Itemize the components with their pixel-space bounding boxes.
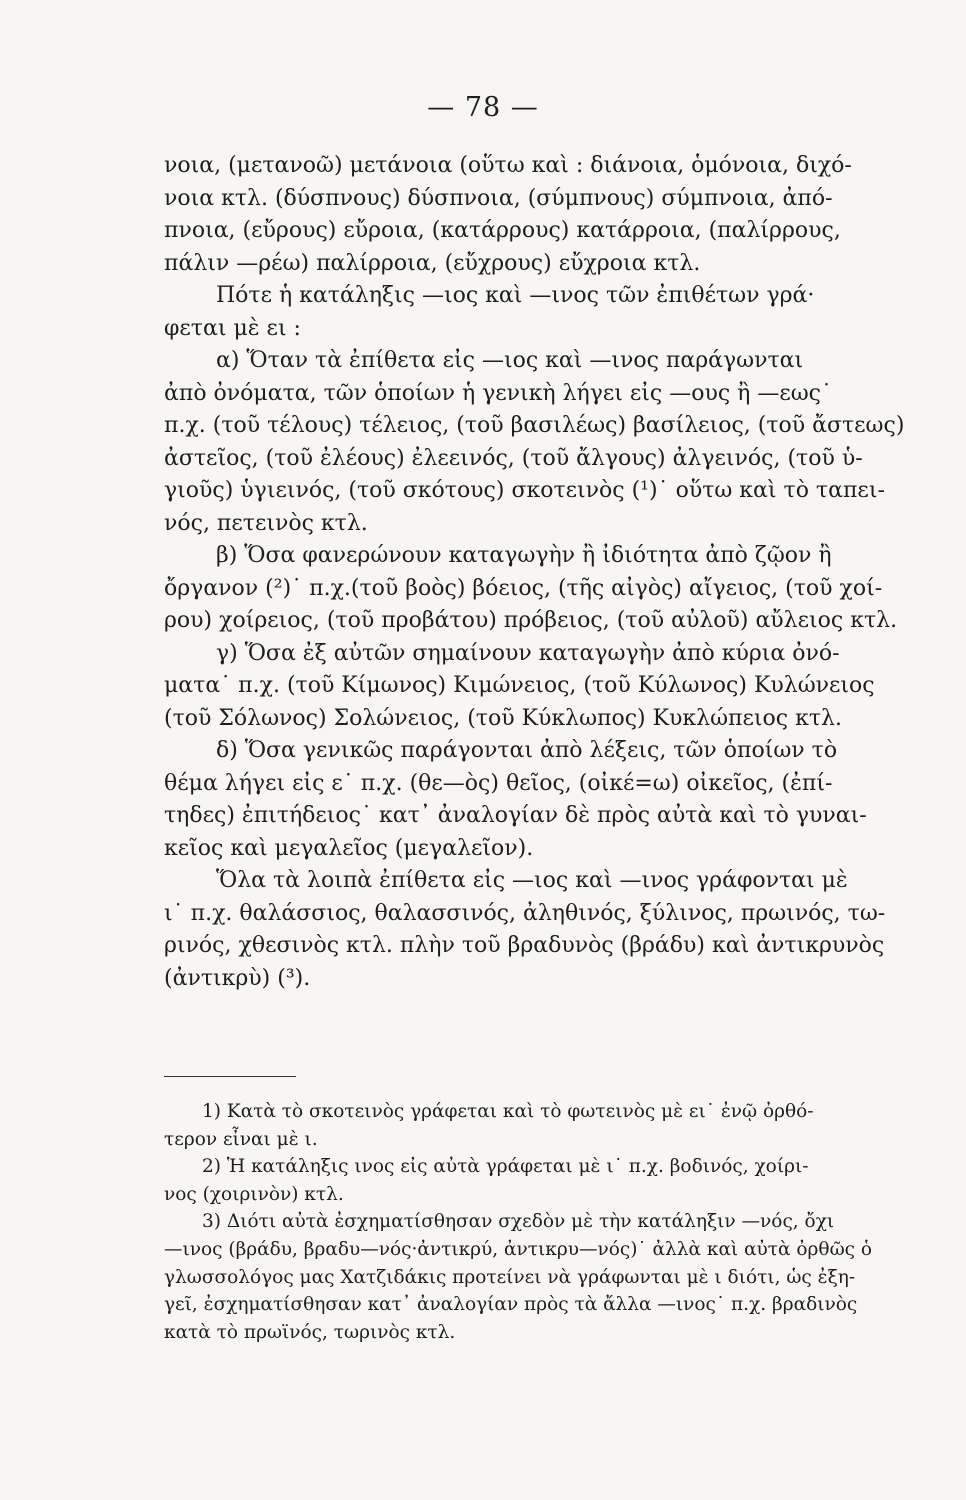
text-line: ρου) χοίρειος, (τοῦ προβάτου) πρόβειος, (τοῦ αὐλοῦ) αὔλειος κτλ.: [164, 608, 898, 633]
footnote-line: —ινος (βράδυ, βραδυ—νός·ἀντικρύ, ἀντικρυ—νός)˙ ἀλλὰ καὶ αὐτὰ ὀρθῶς ὁ: [164, 1238, 873, 1260]
footnote-line: τερον εἶναι μὲ ι.: [164, 1128, 318, 1150]
text-line: ἀστεῖος, (τοῦ ἐλέους) ἐλεεινός, (τοῦ ἄλγους) ἀλγεινός, (τοῦ ὑ-: [164, 445, 863, 471]
text-line: (ἀντικρὺ) (³).: [164, 965, 311, 991]
text-line: (τοῦ Σόλωνος) Σολώνειος, (τοῦ Κύκλωπος) Κυκλώπειος κτλ.: [164, 705, 842, 731]
text-line: πάλιν —ρέω) παλίρροια, (εὔχρους) εὔχροια κτλ.: [164, 250, 701, 276]
text-line: νοια, (μετανοῶ) μετάνοια (οὕτω καὶ : διάνοια, ὁμόνοια, διχό-: [164, 153, 852, 178]
text-line: θέμα λήγει εἰς ε˙ π.χ. (θε—ὸς) θεῖος, (οἰκέ=ω) οἰκεῖος, (ἐπί-: [164, 770, 833, 796]
text-line: γιοῦς) ὑγιεινός, (τοῦ σκότους) σκοτεινὸς (¹)˙ οὕτω καὶ τὸ ταπει-: [164, 478, 885, 503]
text-line: ι˙ π.χ. θαλάσσιος, θαλασσινός, ἀληθινός, ξύλινος, πρωινός, τω-: [164, 900, 886, 926]
text-line: νός, πετεινὸς κτλ.: [164, 510, 368, 536]
section-heading: Πότε ἡ κατάληξις —ιος καὶ —ινος τῶν ἐπιθέτων γρά·: [216, 283, 815, 308]
text-line: γ) Ὅσα ἐξ αὐτῶν σημαίνουν καταγωγὴν ἀπὸ κύρια ὀνό-: [216, 640, 840, 666]
footnotes: [164, 1098, 906, 1346]
text-line: τηδες) ἐπιτήδειος˙ κατ᾽ ἀναλογίαν δὲ πρὸς αὐτὰ καὶ τὸ γυναι-: [164, 803, 867, 828]
text-line: ὄργανον (²)˙ π.χ.(τοῦ βοὸς) βόειος, (τῆς αἰγὸς) αἴγειος, (τοῦ χοί-: [164, 575, 883, 601]
text-line: ἀπὸ ὀνόματα, τῶν ὁποίων ἡ γενικὴ λήγει εἰς —ους ἢ —εως˙: [164, 380, 832, 406]
footnote-line: 2) Ἡ κατάληξις ινος εἰς αὐτὰ γράφεται μὲ ι˙ π.χ. βοδινός, χοίρι-: [202, 1156, 809, 1178]
text-line: β) Ὅσα φανερώνουν καταγωγὴν ἢ ἰδιότητα ἀπὸ ζῷον ἢ: [216, 543, 832, 568]
footnote-line: γεῖ, ἐσχηματίσθησαν κατ᾽ ἀναλογίαν πρὸς τὰ ἄλλα —ινος˙ π.χ. βραδινὸς: [164, 1294, 858, 1316]
text-line: κεῖος καὶ μεγαλεῖος (μεγαλεῖον).: [164, 835, 534, 861]
footnote-divider: [164, 1076, 296, 1077]
text-line: νοια κτλ. (δύσπνους) δύσπνοια, (σύμπνους) σύμπνοια, ἀπό-: [164, 185, 833, 211]
text-line: ρινός, χθεσινὸς κτλ. πλὴν τοῦ βραδυνὸς (βράδυ) καὶ ἀντικρυνὸς: [164, 933, 885, 958]
footnote-line: γλωσσολόγος μας Χατζιδάκις προτείνει νὰ γράφωνται μὲ ι διότι, ὡς ἐξη-: [164, 1266, 856, 1288]
footnote-line: 3) Διότι αὐτὰ ἐσχηματίσθησαν σχεδὸν μὲ τὴν κατάληξιν —νός, ὄχι: [202, 1211, 835, 1233]
section-heading: φεται μὲ ει :: [164, 315, 301, 341]
text-line: ματα˙ π.χ. (τοῦ Κίμωνος) Κιμώνειος, (τοῦ Κύλωνος) Κυλώνειος: [164, 673, 875, 698]
text-line: δ) Ὅσα γενικῶς παράγονται ἀπὸ λέξεις, τῶν ὁποίων τὸ: [216, 738, 838, 763]
text-line: α) Ὅταν τὰ ἐπίθετα εἰς —ιος καὶ —ινος παράγωνται: [216, 348, 804, 373]
page-number: — 78 —: [427, 92, 539, 123]
body-text: [164, 150, 906, 995]
footnote-line: 1) Κατὰ τὸ σκοτεινὸς γράφεται καὶ τὸ φωτεινὸς μὲ ει˙ ἐνῷ ὀρθό-: [202, 1101, 814, 1122]
text-line: Ὅλα τὰ λοιπὰ ἐπίθετα εἰς —ιος καὶ —ινος γράφονται μὲ: [216, 868, 848, 893]
footnote-line: κατὰ τὸ πρωϊνός, τωρινὸς κτλ.: [164, 1321, 456, 1343]
text-line: πνοια, (εὔρους) εὔροια, (κατάρρους) κατάρροια, (παλίρρους,: [164, 218, 841, 243]
footnote-line: νος (χοιρινὸν) κτλ.: [164, 1183, 344, 1205]
text-line: π.χ. (τοῦ τέλους) τέλειος, (τοῦ βασιλέως) βασίλειος, (τοῦ ἄστεως): [164, 413, 905, 438]
